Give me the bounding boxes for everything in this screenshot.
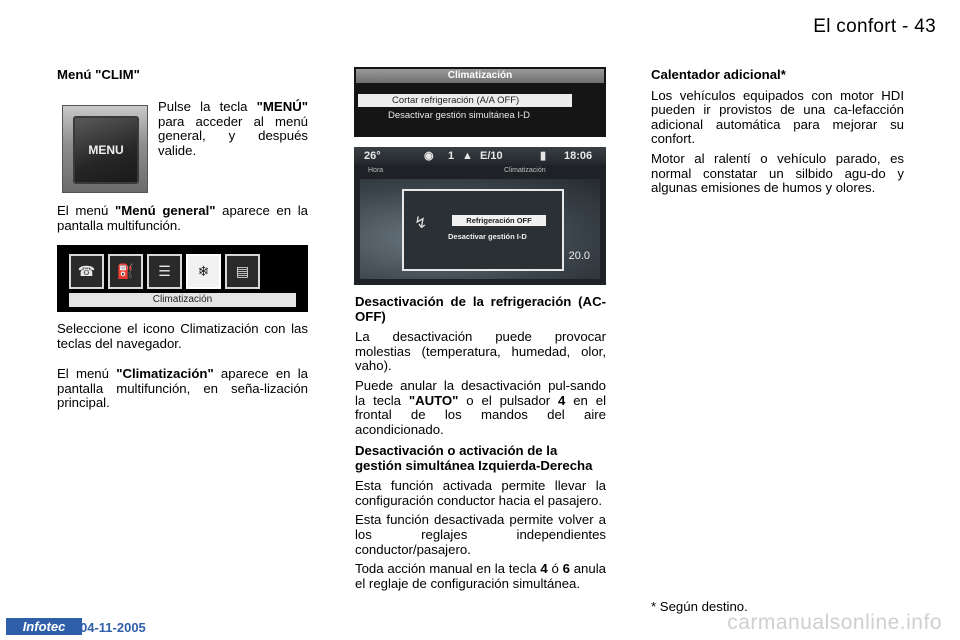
- screen-title: Climatización: [356, 69, 604, 83]
- fuel-pump-icon: ⛽: [108, 254, 143, 289]
- menu-key-name: "MENÚ": [256, 99, 308, 114]
- paragraph-clim-menu: El menú "Climatización" aparece en la pantalla multifunción, en seña-lización principal.: [57, 366, 308, 411]
- main-menu-screen: [57, 245, 308, 312]
- paragraph-select-icon: Seleccione el icono Climatización con las teclas del navegador.: [57, 321, 308, 351]
- display-value: 20.0: [568, 250, 590, 262]
- footnote: * Según destino.: [651, 599, 748, 614]
- seat-airflow-icon: ↯: [414, 215, 428, 232]
- display-popup: [402, 189, 564, 271]
- watermark: carmanualsonline.info: [727, 611, 942, 634]
- telephone-car-icon: ☎: [69, 254, 104, 289]
- cd-icon: ◉: [424, 150, 434, 162]
- section-heading-clim: Menú "CLIM": [57, 67, 140, 82]
- display-status-bar: [354, 147, 606, 165]
- display-tabs: Hora Climatización: [368, 167, 546, 174]
- intro-text: Pulse la tecla "MENÚ" para acceder al menú general, y después valide.: [158, 99, 308, 158]
- middle-text-2: Desactivación o activación de la gestión simultánea Izquierda-Derecha Esta función activada permite llevar la configuración conductor hacia el pasajero. Esta función desactivada permite volver a los reglajes independientes conductor/pasajero. Toda acción manual en la tecla 4 ó 6 anula el reglaje de configuración simultánea.: [355, 443, 606, 591]
- heading-simultaneous: Desactivación o activación de la gestión simultánea Izquierda-Derecha: [355, 443, 593, 473]
- menu-button-photo: [62, 105, 148, 193]
- climatizacion-menu-screen: [354, 67, 606, 137]
- display-track: 1: [448, 150, 455, 162]
- page-title: El confort - 43: [813, 16, 936, 37]
- fuel-gauge-icon: ▮: [540, 150, 547, 162]
- sliders-icon: ☰: [147, 254, 182, 289]
- climate-icon: ❄: [186, 254, 221, 289]
- footer-date: 04-11-2005: [80, 620, 146, 635]
- right-text: Calentador adicional* Los vehículos equipados con motor HDI pueden ir provistos de una ca-lefacción adicional automática para mejorar su confort. Motor al ralentí o vehículo parado, es normal constatar un silbido agu-do y algunas emisiones de humos y olores.: [651, 67, 904, 196]
- paragraph-menu-general: El menú "Menú general" aparece en la pantalla multifunción.: [57, 203, 308, 233]
- selected-icon-label: Climatización: [69, 293, 296, 307]
- icon-row: [69, 254, 260, 289]
- heading-additional-heater: Calentador adicional*: [651, 67, 786, 82]
- heading-ac-off: Desactivación de la refrigeración (AC-OFF): [355, 294, 606, 324]
- screen-option-ac-off: Cortar refrigeración (A/A OFF): [358, 94, 572, 107]
- phone-card-icon: ▤: [225, 254, 260, 289]
- screen-option-simultaneous: Desactivar gestión simultánea I-D: [388, 110, 531, 121]
- signal-icon: ▲: [462, 150, 473, 162]
- popup-option-refrigeration-off: Refrigeración OFF: [452, 215, 546, 226]
- middle-text: Desactivación de la refrigeración (AC-OFF) La desactivación puede provocar molestias (temperatura, humedad, olor, vaho). Puede anular la desactivación pul-sando la tecla "AUTO" o el pulsador 4 en el frontal de los mandos del aire acondicionado.: [355, 294, 606, 437]
- display-counter: E/10: [480, 150, 503, 162]
- display-temperature: 26°: [364, 150, 381, 162]
- popup-option-disable-id: Desactivar gestión I-D: [448, 232, 527, 241]
- multifunction-display-screen: [354, 147, 606, 285]
- infotec-logo: Infotec: [6, 618, 82, 635]
- menu-key: MENU: [73, 116, 139, 184]
- display-time: 18:06: [564, 150, 593, 162]
